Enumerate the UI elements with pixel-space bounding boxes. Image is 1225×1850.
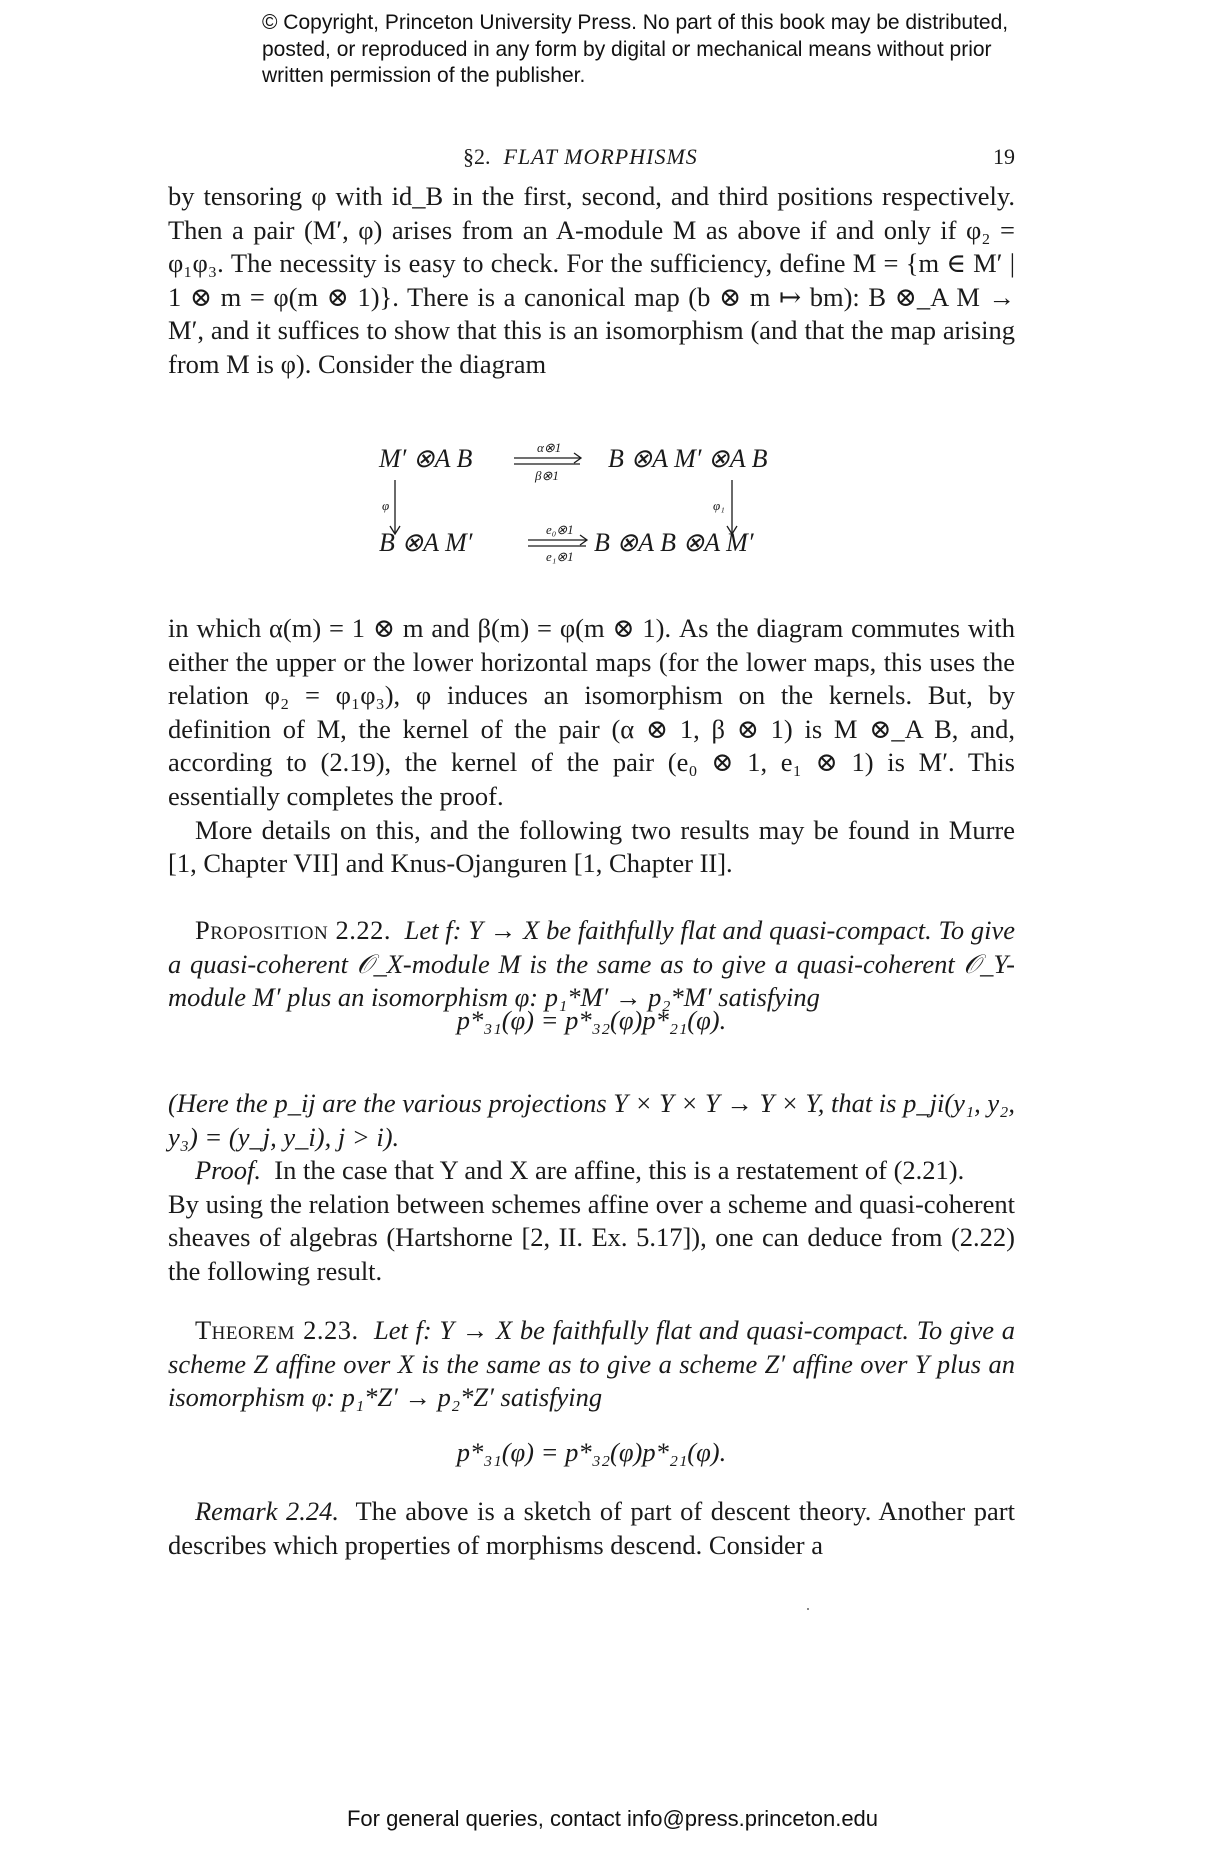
diagram-node-top-right: B ⊗A M′ ⊗A B (608, 444, 768, 473)
diagram-node-top-left: M′ ⊗A B (379, 444, 473, 473)
theorem-text: Let f: Y → X be faithfully flat and quasi-compact. To give a scheme Z affine over X is the same as to give a scheme Z′ affine over Y plus an isomorphism φ: p₁*Z′ → p₂*Z′ satisfying (168, 1315, 1015, 1413)
paragraph-4: (Here the p_ij are the various projections Y × Y × Y → Y × Y, that is p_ji(y₁, y₂, y₃) = (y_j, y_i), j > i). (168, 1088, 1015, 1152)
section-number: §2. (463, 144, 491, 169)
remark-text: The above is a sketch of part of descent theory. Another part describes which properties of morphisms descend. Consider a (168, 1496, 1015, 1560)
proof-text: In the case that Y and X are affine, this is a restatement of (2.21). (274, 1155, 965, 1186)
theorem-block (168, 1314, 1015, 1415)
paragraph-3: More details on this, and the following two results may be found in Murre [1, Chapter VII] and Knus-Ojanguren [1, Chapter II]. (168, 814, 1015, 879)
section-title (463, 144, 698, 170)
theorem-label: Theorem 2.23. (195, 1315, 359, 1345)
remark-label: Remark 2.24. (195, 1496, 339, 1526)
label-phi-1: φ₁ (713, 498, 725, 513)
scan-speck (807, 1608, 809, 1610)
paragraph-5: By using the relation between schemes affine over a scheme and quasi-coherent sheaves of algebras (Hartshorne [2, II. Ex. 5.17]), one can deduce from (2.22) the following result. (168, 1188, 1015, 1286)
formula-cocycle-2: p*₃₁(φ) = p*₃₂(φ)p*₂₁(φ). (456, 1437, 727, 1467)
copyright-notice: © Copyright, Princeton University Press. No part of this book may be distributed, posted, or reproduced in any form by digital or mechanical means without prior written permission of the publisher. (262, 11, 1009, 87)
text-block-1 (168, 180, 1015, 382)
label-phi: φ (382, 498, 390, 513)
running-head (165, 144, 1015, 174)
commutative-diagram (380, 438, 840, 588)
diagram-node-bottom-right: B ⊗A B ⊗A M′ (594, 528, 754, 557)
paragraph-2: in which α(m) = 1 ⊗ m and β(m) = φ(m ⊗ 1). As the diagram commutes with either the upper or the lower horizontal maps (for the lower maps, this uses the relation φ₂ = φ₁φ₃), φ induces an isomorphism on the kernels. But, by definition of M, the kernel of the pair (α ⊗ 1, β ⊗ 1) is M ⊗_A B, and, according to (2.19), the kernel of the pair (e₀ ⊗ 1, e₁ ⊗ 1) is M′. This essentially completes the proof. (168, 613, 1015, 811)
proposition-label: Proposition 2.22. (195, 915, 391, 945)
proof-label: Proof. (195, 1155, 262, 1186)
label-beta-tensor-1: β⊗1 (535, 468, 559, 483)
label-alpha-tensor-1: α⊗1 (537, 440, 562, 455)
text-block-4 (168, 1087, 1015, 1289)
remark-block (168, 1495, 1015, 1562)
label-e1-tensor-1: e₁⊗1 (546, 549, 574, 564)
label-e0-tensor-1: e₀⊗1 (546, 522, 574, 537)
page-number: 19 (993, 144, 1015, 169)
proposition-text: Let f: Y → X be faithfully flat and quasi-compact. To give a quasi-coherent 𝒪_X-module M is the same as to give a quasi-coherent 𝒪_Y-module M′ plus an isomorphism φ: p₁*M′ → p₂*M′ satisfying (168, 915, 1016, 1013)
paragraph-1: by tensoring φ with id_B in the first, second, and third positions respectively. Then a pair (M′, φ) arises from an A-module M as above if and only if φ₂ = φ₁φ₃. The necessity is easy to check. For the sufficiency, define M = {m ∈ M′ | 1 ⊗ m = φ(m ⊗ 1)}. There is a canonical map (b ⊗ m ↦ bm): B ⊗_A M → M′, and it suffices to show that this is an isomorphism (and that the map arising from M is φ). Consider the diagram (168, 181, 1015, 379)
text-block-2 (168, 612, 1015, 881)
proposition-block (168, 914, 1015, 1015)
section-name: FLAT MORPHISMS (503, 144, 698, 169)
diagram-node-bottom-left: B ⊗A M′ (379, 528, 473, 557)
formula-cocycle-1: p*₃₁(φ) = p*₃₂(φ)p*₂₁(φ). (456, 1005, 727, 1035)
footer-contact: For general queries, contact info@press.princeton.edu (346, 1806, 879, 1831)
